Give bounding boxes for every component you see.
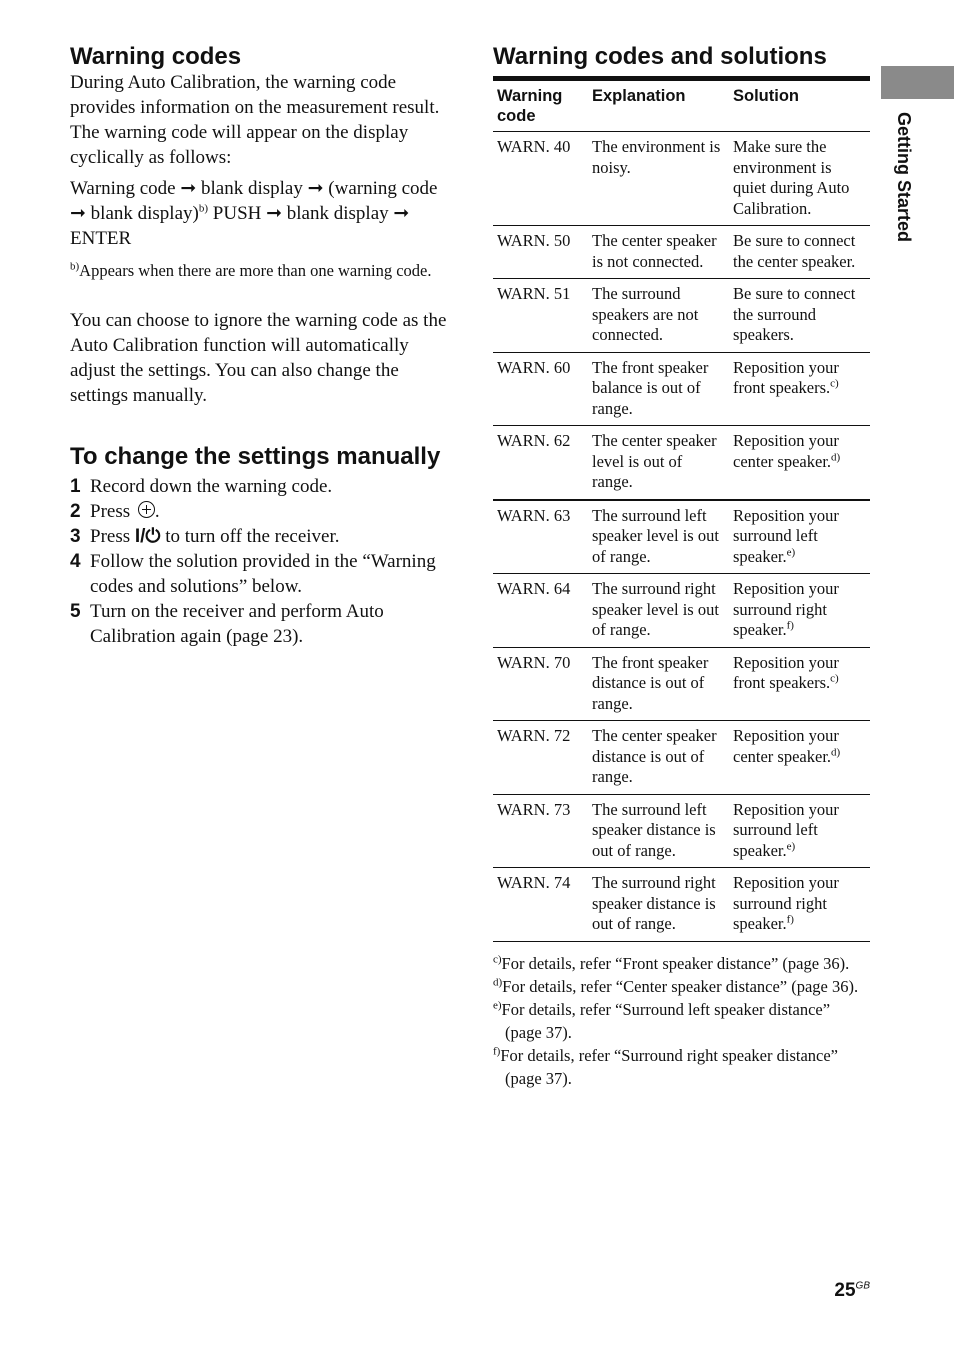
table-row <box>493 352 870 426</box>
section-tab-label: Getting Started <box>894 112 914 243</box>
left-column <box>70 44 450 649</box>
display-cycle-sequence: Warning code ➞ blank display ➞ (warning code ➞ blank display)$^{b)}$ PUSH ➞ blank display ➞ ENTER <box>70 178 438 249</box>
solution-cell: Be sure to connect the center speaker. <box>733 231 856 271</box>
footnote-e: $^{e)}$For details, refer “Surround left speaker distance” (page 37). <box>493 999 831 1042</box>
solution-cell: Reposition your center speaker.$^{d)}$ <box>733 726 841 766</box>
step-1: 1 Record down the warning code. <box>70 476 333 497</box>
footnote-f: $^{f)}$For details, refer “Surround right speaker distance” (page 37). <box>493 1045 838 1088</box>
footnote-c: $^{c)}$For details, refer “Front speaker distance” (page 36). <box>493 953 850 973</box>
footnote-ref: c) <box>830 672 839 685</box>
footnote-d: $^{d)}$For details, refer “Center speaker distance” (page 36). <box>493 976 859 996</box>
warning-code-cell: WARN. 73 <box>497 799 571 819</box>
warning-code-cell: WARN. 64 <box>497 579 571 598</box>
arrow-icon: ➞ <box>307 178 324 199</box>
explanation-cell: The surround left speaker level is out of range. <box>592 505 719 566</box>
arrow-icon: ➞ <box>180 178 197 199</box>
footnote-ref: b) <box>198 202 209 215</box>
enter-button-icon <box>138 501 155 518</box>
explanation-cell: The front speaker distance is out of range. <box>592 652 709 713</box>
warning-code-cell: WARN. 40 <box>497 137 571 156</box>
explanation-cell: The surround right speaker level is out of range. <box>592 579 719 639</box>
arrow-icon: ➞ <box>393 203 410 224</box>
warning-code-cell: WARN. 50 <box>497 231 571 250</box>
footnote-ref: d) <box>831 746 841 758</box>
column-header: Explanation <box>592 87 686 105</box>
warning-code-cell: WARN. 74 <box>497 873 571 892</box>
warning-code-cell: WARN. 60 <box>497 357 571 377</box>
solution-cell: Reposition your surround left speaker.$^{e)}$ <box>733 799 839 860</box>
explanation-cell: The front speaker balance is out of range. <box>592 357 709 418</box>
footnote-ref: d) <box>831 451 841 463</box>
table-row <box>493 721 870 795</box>
table-row <box>493 500 870 574</box>
right-column <box>493 44 870 1090</box>
table-row <box>493 132 870 226</box>
power-icon: I/⏻ <box>134 526 161 547</box>
warning-solutions-heading: Warning codes and solutions <box>493 43 827 70</box>
table-row <box>493 794 870 868</box>
steps-list <box>70 474 450 649</box>
solution-cell: Reposition your surround right speaker.$^{f)}$ <box>733 873 839 933</box>
table-row <box>493 868 870 942</box>
explanation-cell: The center speaker distance is out of range. <box>592 726 717 786</box>
explanation-cell: The surround right speaker distance is out of range. <box>592 873 716 933</box>
explanation-cell: The environment is noisy. <box>592 137 721 177</box>
warning-code-cell: WARN. 51 <box>497 284 571 303</box>
solution-cell: Be sure to connect the surround speakers. <box>733 284 856 344</box>
table-row <box>493 647 870 721</box>
page-number: $25^{GB}$ <box>834 1280 870 1301</box>
table-row <box>493 426 870 500</box>
ignore-warning-paragraph: You can choose to ignore the warning code as the Auto Calibration function will automatically adjust the settings. You can also change the settings manually. <box>70 310 447 406</box>
footnote-ref: f) <box>786 619 794 632</box>
change-settings-heading: To change the settings manually <box>70 443 441 470</box>
solution-cell: Reposition your surround left speaker.$^{e)}$ <box>733 505 839 566</box>
column-header: Solution <box>733 87 799 105</box>
section-tab-marker <box>881 66 954 99</box>
solution-cell: Reposition your center speaker.$^{d)}$ <box>733 431 841 471</box>
warning-code-cell: WARN. 70 <box>497 652 571 672</box>
arrow-icon: ➞ <box>70 203 86 224</box>
table-header-row <box>493 81 870 132</box>
warning-code-cell: WARN. 72 <box>497 726 571 745</box>
warning-codes-table <box>493 81 870 942</box>
solution-cell: Reposition your front speakers.$^{c)}$ <box>733 652 839 692</box>
footnote-b: $^{b)}$Appears when there are more than one warning code. <box>70 260 432 280</box>
table-footnotes <box>493 952 870 1090</box>
explanation-cell: The surround left speaker distance is out of range. <box>592 799 716 860</box>
warning-code-cell: WARN. 62 <box>497 431 571 450</box>
solution-cell: Make sure the environment is quiet during Auto Calibration. <box>733 137 850 218</box>
table-row <box>493 279 870 353</box>
explanation-cell: The center speaker level is out of range. <box>592 431 717 491</box>
footnote-ref: f) <box>786 913 794 926</box>
step-2: 2 Press . <box>70 501 160 522</box>
step-4: 4 Follow the solution provided in the “Warning codes and solutions” below. <box>70 551 436 597</box>
column-header: Warning code <box>497 87 563 125</box>
step-5: 5 Turn on the receiver and perform Auto Calibration again (page 23). <box>70 601 384 647</box>
table-row <box>493 574 870 648</box>
solution-cell: Reposition your surround right speaker.$^{f)}$ <box>733 579 839 639</box>
explanation-cell: The surround speakers are not connected. <box>592 284 699 344</box>
footnote-ref: e) <box>786 546 796 558</box>
warning-code-cell: WARN. 63 <box>497 505 571 525</box>
solution-cell: Reposition your front speakers.$^{c)}$ <box>733 357 839 397</box>
warning-codes-heading: Warning codes <box>70 43 242 70</box>
footnote-ref: c) <box>830 377 839 390</box>
step-3: 3 Press I/⏻ to turn off the receiver. <box>70 526 340 547</box>
table-row <box>493 226 870 279</box>
explanation-cell: The center speaker is not connected. <box>592 231 717 271</box>
footnote-ref: e) <box>786 840 796 852</box>
arrow-icon: ➞ <box>266 203 283 224</box>
intro-paragraph: During Auto Calibration, the warning code provides information on the measurement result. The warning code will appear on the display cyclically as follows: <box>70 72 440 168</box>
